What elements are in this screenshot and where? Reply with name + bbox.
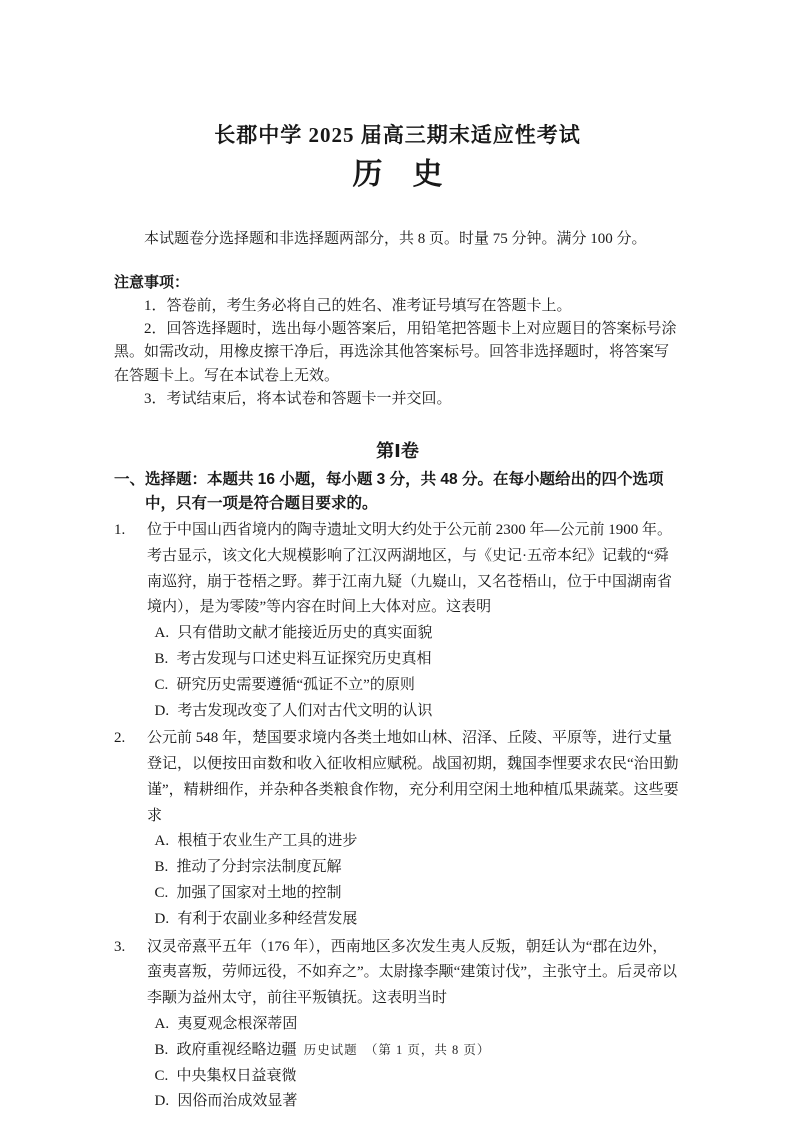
option-d (114, 699, 681, 725)
option-d (114, 907, 681, 933)
option-text: 根植于农业生产工具的进步 (177, 833, 358, 850)
question-number: 2. (114, 730, 126, 747)
option-label: D. (154, 910, 170, 927)
question-2 (114, 726, 681, 932)
option-text: 考古发现改变了人们对古代文明的认识 (177, 702, 433, 719)
option-label: D. (154, 1093, 170, 1110)
option-text: 政府重视经略边疆 (176, 1041, 297, 1058)
option-b (114, 855, 681, 881)
option-label: C. (154, 676, 169, 693)
option-c (114, 881, 681, 907)
page-footer: 历史试题 （第 1 页，共 8 页） (303, 1043, 491, 1057)
option-text: 有利于农副业多种经营发展 (177, 910, 358, 927)
notice-heading: 注意事项： (114, 274, 190, 292)
question-stem (114, 726, 681, 829)
question-text: 汉灵帝熹平五年（176 年），西南地区多次发生夷人反叛，朝廷认为“郡在边外，蛮夷喜叛，劳师远役，不如弃之”。太尉掾李颙“建策讨伐”，主张守土。后灵帝以李颙为益州太守，前往平叛镇抚。这表明当时 (147, 938, 677, 1007)
option-d (114, 1089, 681, 1115)
option-label: C. (154, 1067, 169, 1084)
question-3 (114, 935, 681, 1116)
exam-intro: 本试题卷分选择题和非选择题两部分，共 8 页。时量 75 分钟。满分 100 分。 (144, 231, 647, 248)
option-text: 加强了国家对土地的控制 (176, 885, 342, 902)
option-label: A. (154, 833, 170, 850)
option-text: 推动了分封宗法制度瓦解 (176, 859, 342, 876)
question-stem (114, 935, 681, 1012)
option-a (114, 1012, 681, 1038)
option-label: B. (154, 650, 169, 667)
notice-item-2: 2．回答选择题时，选出每小题答案后，用铅笔把答题卡上对应题目的答案标号涂黑。如需改动，用橡皮擦干净后，再选涂其他答案标号。回答非选择题时，将答案写在答题卡上。写在本试卷上无效。 (114, 320, 677, 384)
question-number: 1. (114, 521, 126, 538)
option-label: C. (154, 885, 169, 902)
section-instruction: 一、选择题：本题共 16 小题，每小题 3 分，共 48 分。在每小题给出的四个选项中，只有一项是符合题目要求的。 (114, 470, 664, 512)
option-text: 夷夏观念根深蒂固 (177, 1016, 298, 1033)
option-text: 中央集权日益衰微 (176, 1067, 297, 1084)
notice-section (114, 271, 681, 411)
option-label: B. (154, 859, 169, 876)
option-a (114, 829, 681, 855)
question-1 (114, 518, 681, 724)
option-c (114, 1064, 681, 1090)
question-number: 3. (114, 938, 126, 955)
option-a (114, 621, 681, 647)
option-text: 考古发现与口述史料互证探究历史真相 (176, 650, 432, 667)
option-label: A. (154, 625, 170, 642)
notice-item-3: 3．考试结束后，将本试卷和答题卡一并交回。 (144, 391, 452, 408)
option-b (114, 647, 681, 673)
option-text: 因俗而治成效显著 (177, 1093, 298, 1110)
notice-item-1: 1．答卷前，考生务必将自己的姓名、准考证号填写在答题卡上。 (144, 297, 572, 314)
option-text: 只有借助文献才能接近历史的真实面貌 (177, 625, 433, 642)
exam-title: 长郡中学 2025 届高三期末适应性考试 (214, 123, 581, 147)
option-label: D. (154, 702, 170, 719)
exam-subject: 历 史 (352, 158, 443, 192)
question-text: 公元前 548 年，楚国要求境内各类土地如山林、沼泽、丘陵、平原等，进行丈量登记，以便按田亩数和收入征收相应赋税。战国初期，魏国李悝要求农民“治田勤谨”，精耕细作，并杂种各类粮食作物，充分利用空闲土地种植瓜果蔬菜。这些要求 (147, 730, 679, 824)
question-stem (114, 518, 681, 621)
option-label: A. (154, 1016, 170, 1033)
option-c (114, 673, 681, 699)
question-text: 位于中国山西省境内的陶寺遗址文明大约处于公元前 2300 年—公元前 1900 年。考古显示，该文化大规模影响了江汉两湖地区，与《史记·五帝本纪》记载的“舜南巡狩，崩于苍梧之野。葬于江南九疑（九嶷山，又名苍梧山，位于中国湖南省境内），是为零陵”等内容在时间上大体对应。这表明 (147, 521, 673, 616)
option-text: 研究历史需要遵循“孤证不立”的原则 (176, 676, 415, 693)
option-label: B. (154, 1041, 169, 1058)
part-title: 第Ⅰ卷 (376, 440, 419, 461)
